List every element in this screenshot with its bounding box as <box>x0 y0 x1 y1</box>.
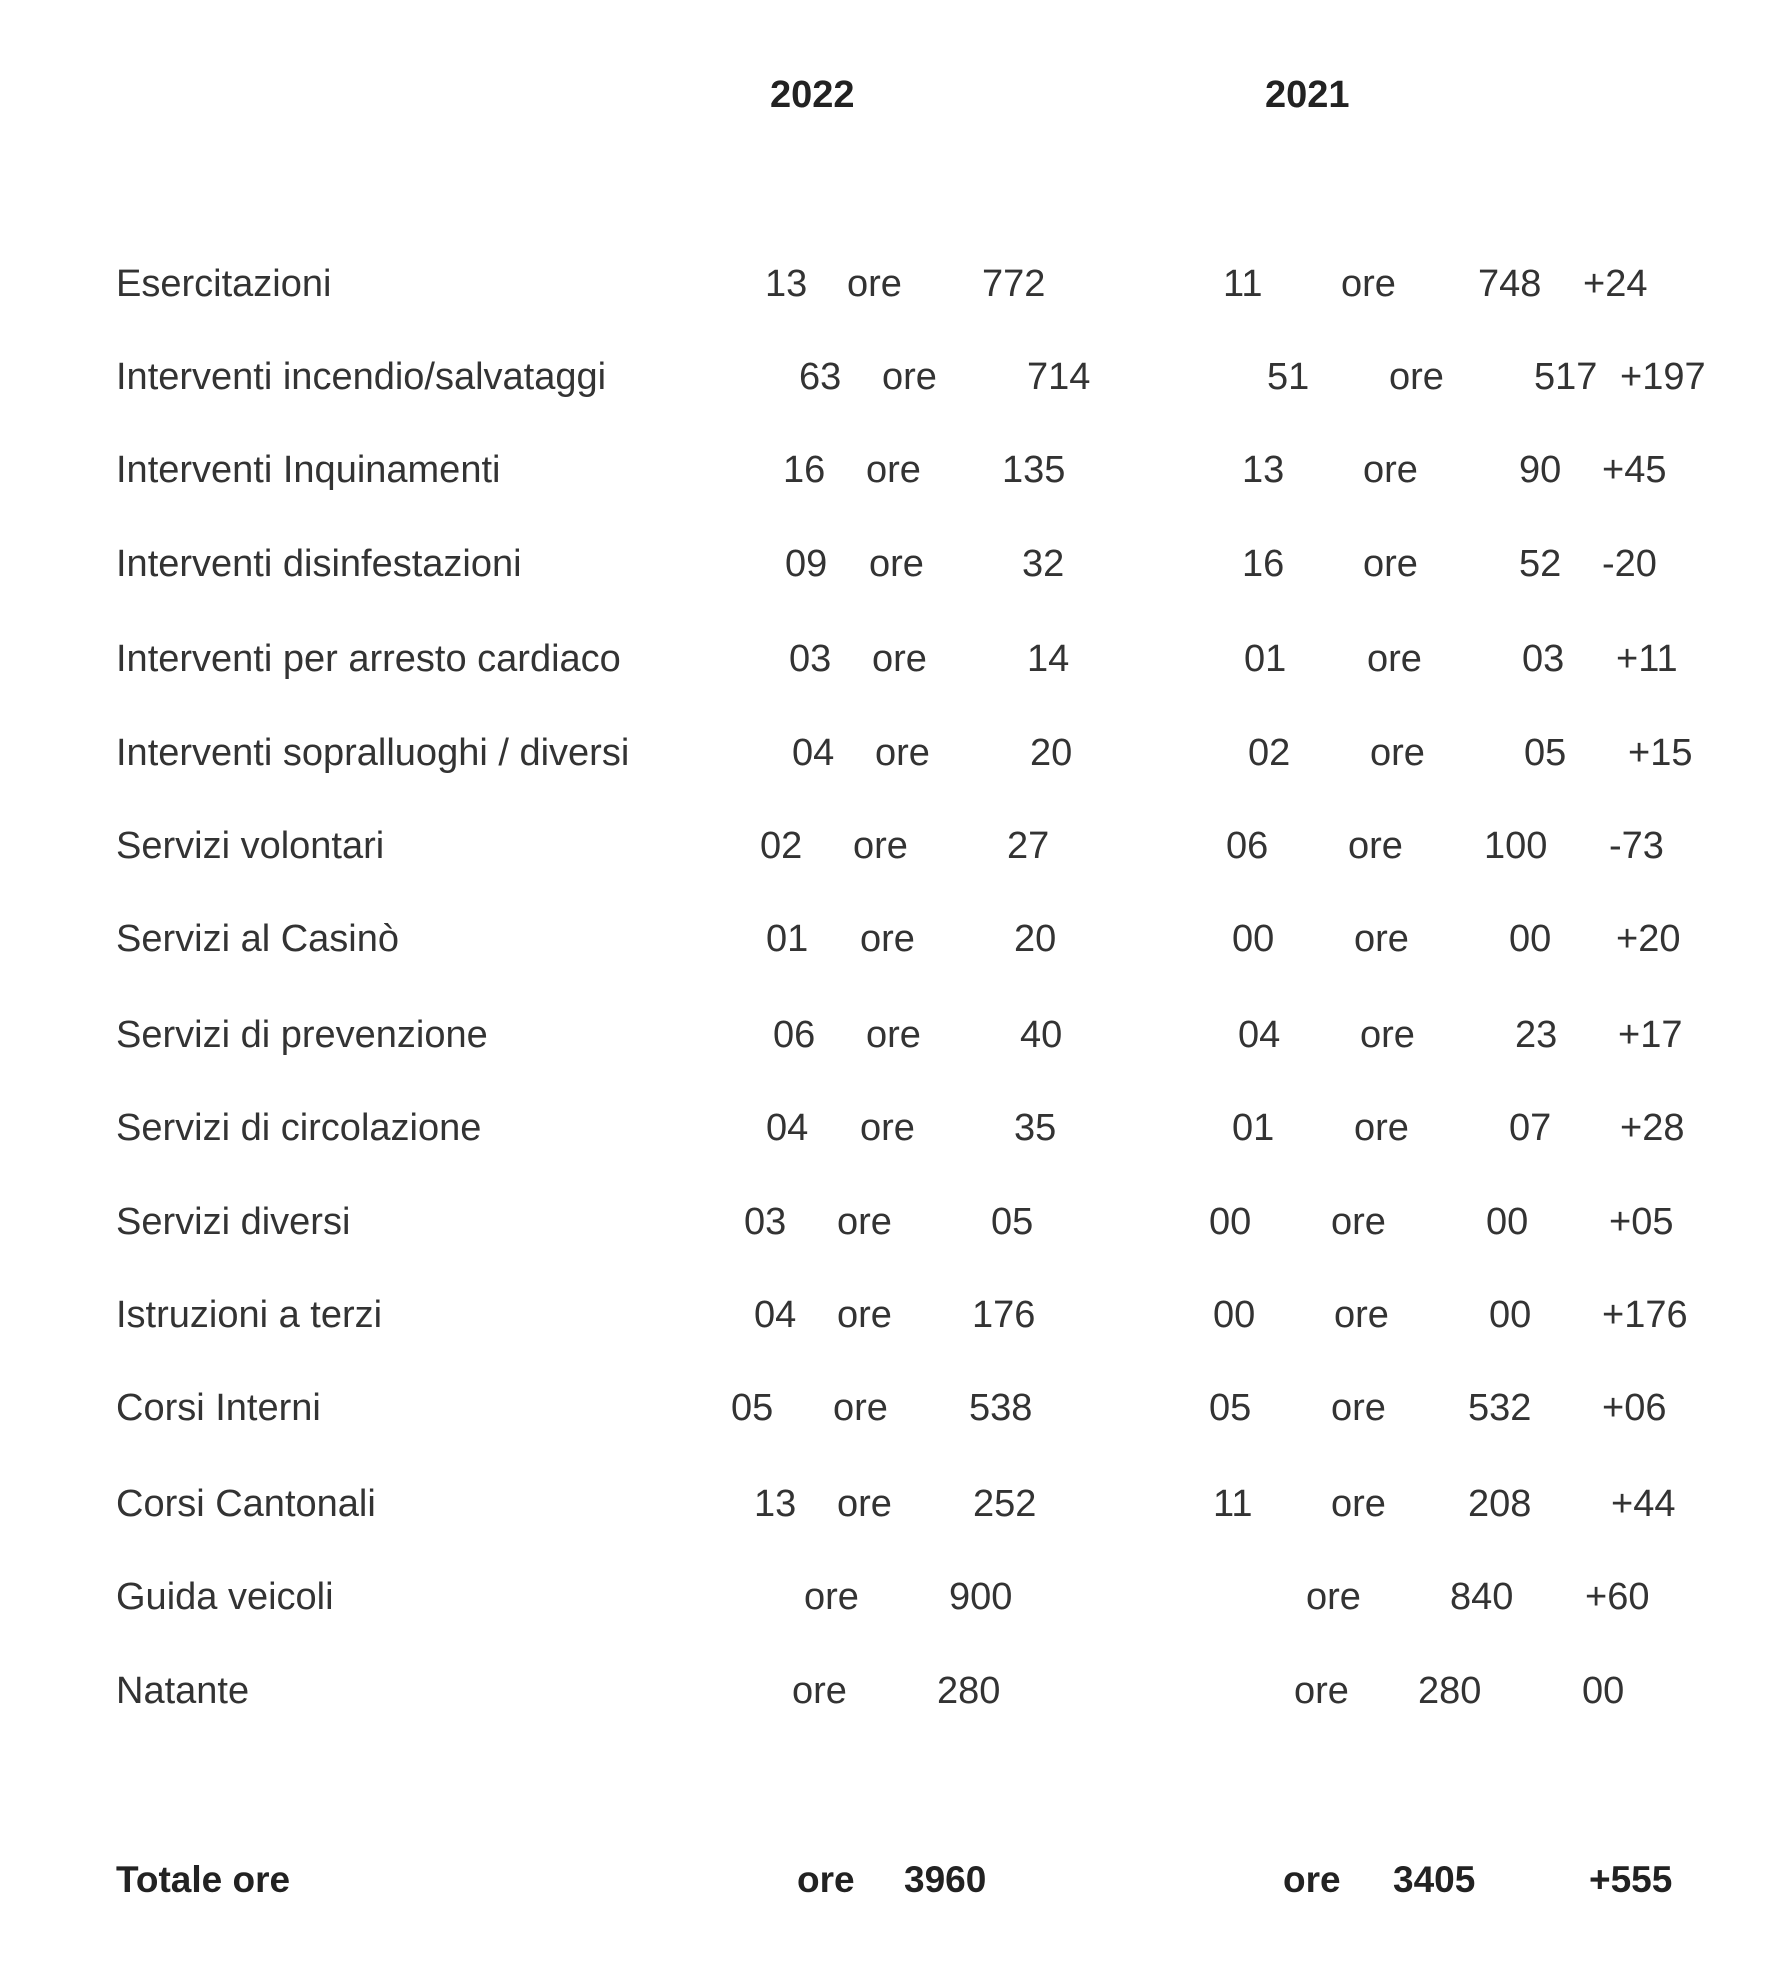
unit-2021: ore <box>1370 732 1425 774</box>
hours-2021: 90 <box>1519 449 1562 491</box>
hours-2021: 517 <box>1534 356 1598 398</box>
row-label: Servizi volontari <box>116 825 385 867</box>
difference: +05 <box>1609 1201 1674 1243</box>
count-2022: 04 <box>766 1107 809 1149</box>
unit-2022: ore <box>837 1483 892 1525</box>
row-label: Istruzioni a terzi <box>116 1294 383 1336</box>
count-2021: 02 <box>1248 732 1291 774</box>
row-label: Natante <box>116 1670 250 1712</box>
table-row <box>0 1293 1765 1337</box>
unit-2021: ore <box>1363 543 1418 585</box>
hours-2021: 03 <box>1522 638 1565 680</box>
difference: +28 <box>1620 1107 1685 1149</box>
difference: +17 <box>1618 1014 1683 1056</box>
count-2022: 01 <box>766 918 809 960</box>
row-label: Servizi diversi <box>116 1201 351 1243</box>
unit-2021: ore <box>1389 356 1444 398</box>
difference: +197 <box>1620 356 1706 398</box>
unit-2021: ore <box>1294 1670 1349 1712</box>
count-2021: 16 <box>1242 543 1285 585</box>
hours-2021: 208 <box>1468 1483 1532 1525</box>
total-row <box>0 1858 1765 1902</box>
hours-2022: 538 <box>969 1387 1033 1429</box>
count-2021: 11 <box>1223 263 1263 305</box>
unit-2021: ore <box>1348 825 1403 867</box>
hours-2022: 40 <box>1020 1014 1063 1056</box>
hours-2022: 176 <box>972 1294 1036 1336</box>
unit-2022: ore <box>882 356 937 398</box>
difference: +176 <box>1602 1294 1688 1336</box>
table-row <box>0 262 1765 306</box>
unit-2022: ore <box>869 543 924 585</box>
difference: +60 <box>1585 1576 1650 1618</box>
table-row <box>0 448 1765 492</box>
table-row <box>0 1106 1765 1150</box>
hours-2021: 00 <box>1486 1201 1529 1243</box>
hours-2021: 00 <box>1489 1294 1532 1336</box>
table-row <box>0 1013 1765 1057</box>
difference: +06 <box>1602 1387 1667 1429</box>
unit-2022: ore <box>872 638 927 680</box>
count-2022: 06 <box>773 1014 816 1056</box>
hours-2022: 20 <box>1030 732 1073 774</box>
unit-2022: ore <box>833 1387 888 1429</box>
count-2022: 05 <box>731 1387 774 1429</box>
total-hours-2022: 3960 <box>904 1859 987 1900</box>
unit-2022: ore <box>860 918 915 960</box>
total-hours-2021: 3405 <box>1393 1859 1476 1900</box>
unit-2021: ore <box>1331 1387 1386 1429</box>
hours-2021: 840 <box>1450 1576 1514 1618</box>
hours-2022: 32 <box>1022 543 1065 585</box>
unit-2021: ore <box>1354 918 1409 960</box>
count-2022: 09 <box>785 543 828 585</box>
difference: -73 <box>1609 825 1664 867</box>
unit-2022: ore <box>792 1670 847 1712</box>
count-2021: 00 <box>1209 1201 1252 1243</box>
count-2021: 00 <box>1232 918 1275 960</box>
count-2022: 03 <box>789 638 832 680</box>
hours-2021: 100 <box>1484 825 1548 867</box>
unit-2021: ore <box>1354 1107 1409 1149</box>
count-2021: 51 <box>1267 356 1310 398</box>
row-label: Interventi incendio/salvataggi <box>116 356 607 398</box>
hours-2022: 27 <box>1007 825 1050 867</box>
unit-2022: ore <box>837 1201 892 1243</box>
unit-2021: ore <box>1360 1014 1415 1056</box>
row-label: Corsi Interni <box>116 1387 321 1429</box>
difference: +24 <box>1583 263 1648 305</box>
hours-2021: 52 <box>1519 543 1562 585</box>
hours-2021: 07 <box>1509 1107 1552 1149</box>
count-2021: 06 <box>1226 825 1269 867</box>
unit-2022: ore <box>847 263 902 305</box>
row-label: Guida veicoli <box>116 1576 334 1618</box>
unit-2022: ore <box>866 1014 921 1056</box>
total-unit-2021: ore <box>1283 1859 1341 1900</box>
row-label: Servizi al Casinò <box>116 918 399 960</box>
hours-2022: 252 <box>973 1483 1037 1525</box>
hours-2021: 280 <box>1418 1670 1482 1712</box>
table-row <box>0 1482 1765 1526</box>
difference: -20 <box>1602 543 1657 585</box>
count-2022: 03 <box>744 1201 787 1243</box>
table-row <box>0 637 1765 681</box>
hours-2021: 05 <box>1524 732 1567 774</box>
hours-2022: 20 <box>1014 918 1057 960</box>
table-row <box>0 355 1765 399</box>
row-label: Esercitazioni <box>116 263 332 305</box>
total-difference: +555 <box>1589 1859 1673 1900</box>
unit-2021: ore <box>1331 1201 1386 1243</box>
unit-2021: ore <box>1331 1483 1386 1525</box>
count-2021: 00 <box>1213 1294 1256 1336</box>
unit-2022: ore <box>853 825 908 867</box>
count-2021: 05 <box>1209 1387 1252 1429</box>
table-row <box>0 1669 1765 1713</box>
count-2022: 13 <box>765 263 808 305</box>
difference: +45 <box>1602 449 1667 491</box>
unit-2022: ore <box>860 1107 915 1149</box>
unit-2022: ore <box>804 1576 859 1618</box>
hours-2022: 714 <box>1027 356 1091 398</box>
table-row <box>0 731 1765 775</box>
hours-2022: 35 <box>1014 1107 1057 1149</box>
hours-2022: 280 <box>937 1670 1001 1712</box>
count-2022: 04 <box>792 732 835 774</box>
hours-2022: 135 <box>1002 449 1066 491</box>
count-2022: 02 <box>760 825 803 867</box>
row-label: Interventi sopralluoghi / diversi <box>116 732 630 774</box>
unit-2021: ore <box>1306 1576 1361 1618</box>
hours-2021: 532 <box>1468 1387 1532 1429</box>
table-row <box>0 1200 1765 1244</box>
count-2021: 01 <box>1232 1107 1275 1149</box>
unit-2022: ore <box>875 732 930 774</box>
table-row <box>0 824 1765 868</box>
difference: 00 <box>1582 1670 1625 1712</box>
unit-2021: ore <box>1367 638 1422 680</box>
difference: +11 <box>1616 638 1678 680</box>
row-label: Servizi di prevenzione <box>116 1014 488 1056</box>
table-row <box>0 542 1765 586</box>
total-label: Totale ore <box>116 1859 291 1900</box>
total-unit-2022: ore <box>797 1859 855 1900</box>
difference: +15 <box>1628 732 1693 774</box>
count-2022: 13 <box>754 1483 797 1525</box>
difference: +20 <box>1616 918 1681 960</box>
count-2021: 01 <box>1244 638 1287 680</box>
count-2021: 04 <box>1238 1014 1281 1056</box>
row-label: Corsi Cantonali <box>116 1483 376 1525</box>
count-2022: 16 <box>783 449 826 491</box>
difference: +44 <box>1611 1483 1676 1525</box>
hours-2022: 14 <box>1027 638 1070 680</box>
row-label: Interventi disinfestazioni <box>116 543 522 585</box>
unit-2021: ore <box>1341 263 1396 305</box>
hours-2021: 748 <box>1478 263 1542 305</box>
hours-2022: 772 <box>982 263 1046 305</box>
count-2022: 04 <box>754 1294 797 1336</box>
unit-2022: ore <box>837 1294 892 1336</box>
year-2022-header: 2022 <box>770 74 855 116</box>
row-label: Interventi Inquinamenti <box>116 449 501 491</box>
unit-2021: ore <box>1334 1294 1389 1336</box>
count-2022: 63 <box>799 356 842 398</box>
unit-2021: ore <box>1363 449 1418 491</box>
hours-2022: 05 <box>991 1201 1034 1243</box>
hours-2022: 900 <box>949 1576 1013 1618</box>
hours-2021: 23 <box>1515 1014 1558 1056</box>
count-2021: 13 <box>1242 449 1285 491</box>
unit-2022: ore <box>866 449 921 491</box>
table-row <box>0 917 1765 961</box>
hours-2021: 00 <box>1509 918 1552 960</box>
row-label: Servizi di circolazione <box>116 1107 482 1149</box>
year-2021-header: 2021 <box>1265 74 1350 116</box>
table-row <box>0 1386 1765 1430</box>
table-row <box>0 1575 1765 1619</box>
count-2021: 11 <box>1213 1483 1253 1525</box>
row-label: Interventi per arresto cardiaco <box>116 638 621 680</box>
